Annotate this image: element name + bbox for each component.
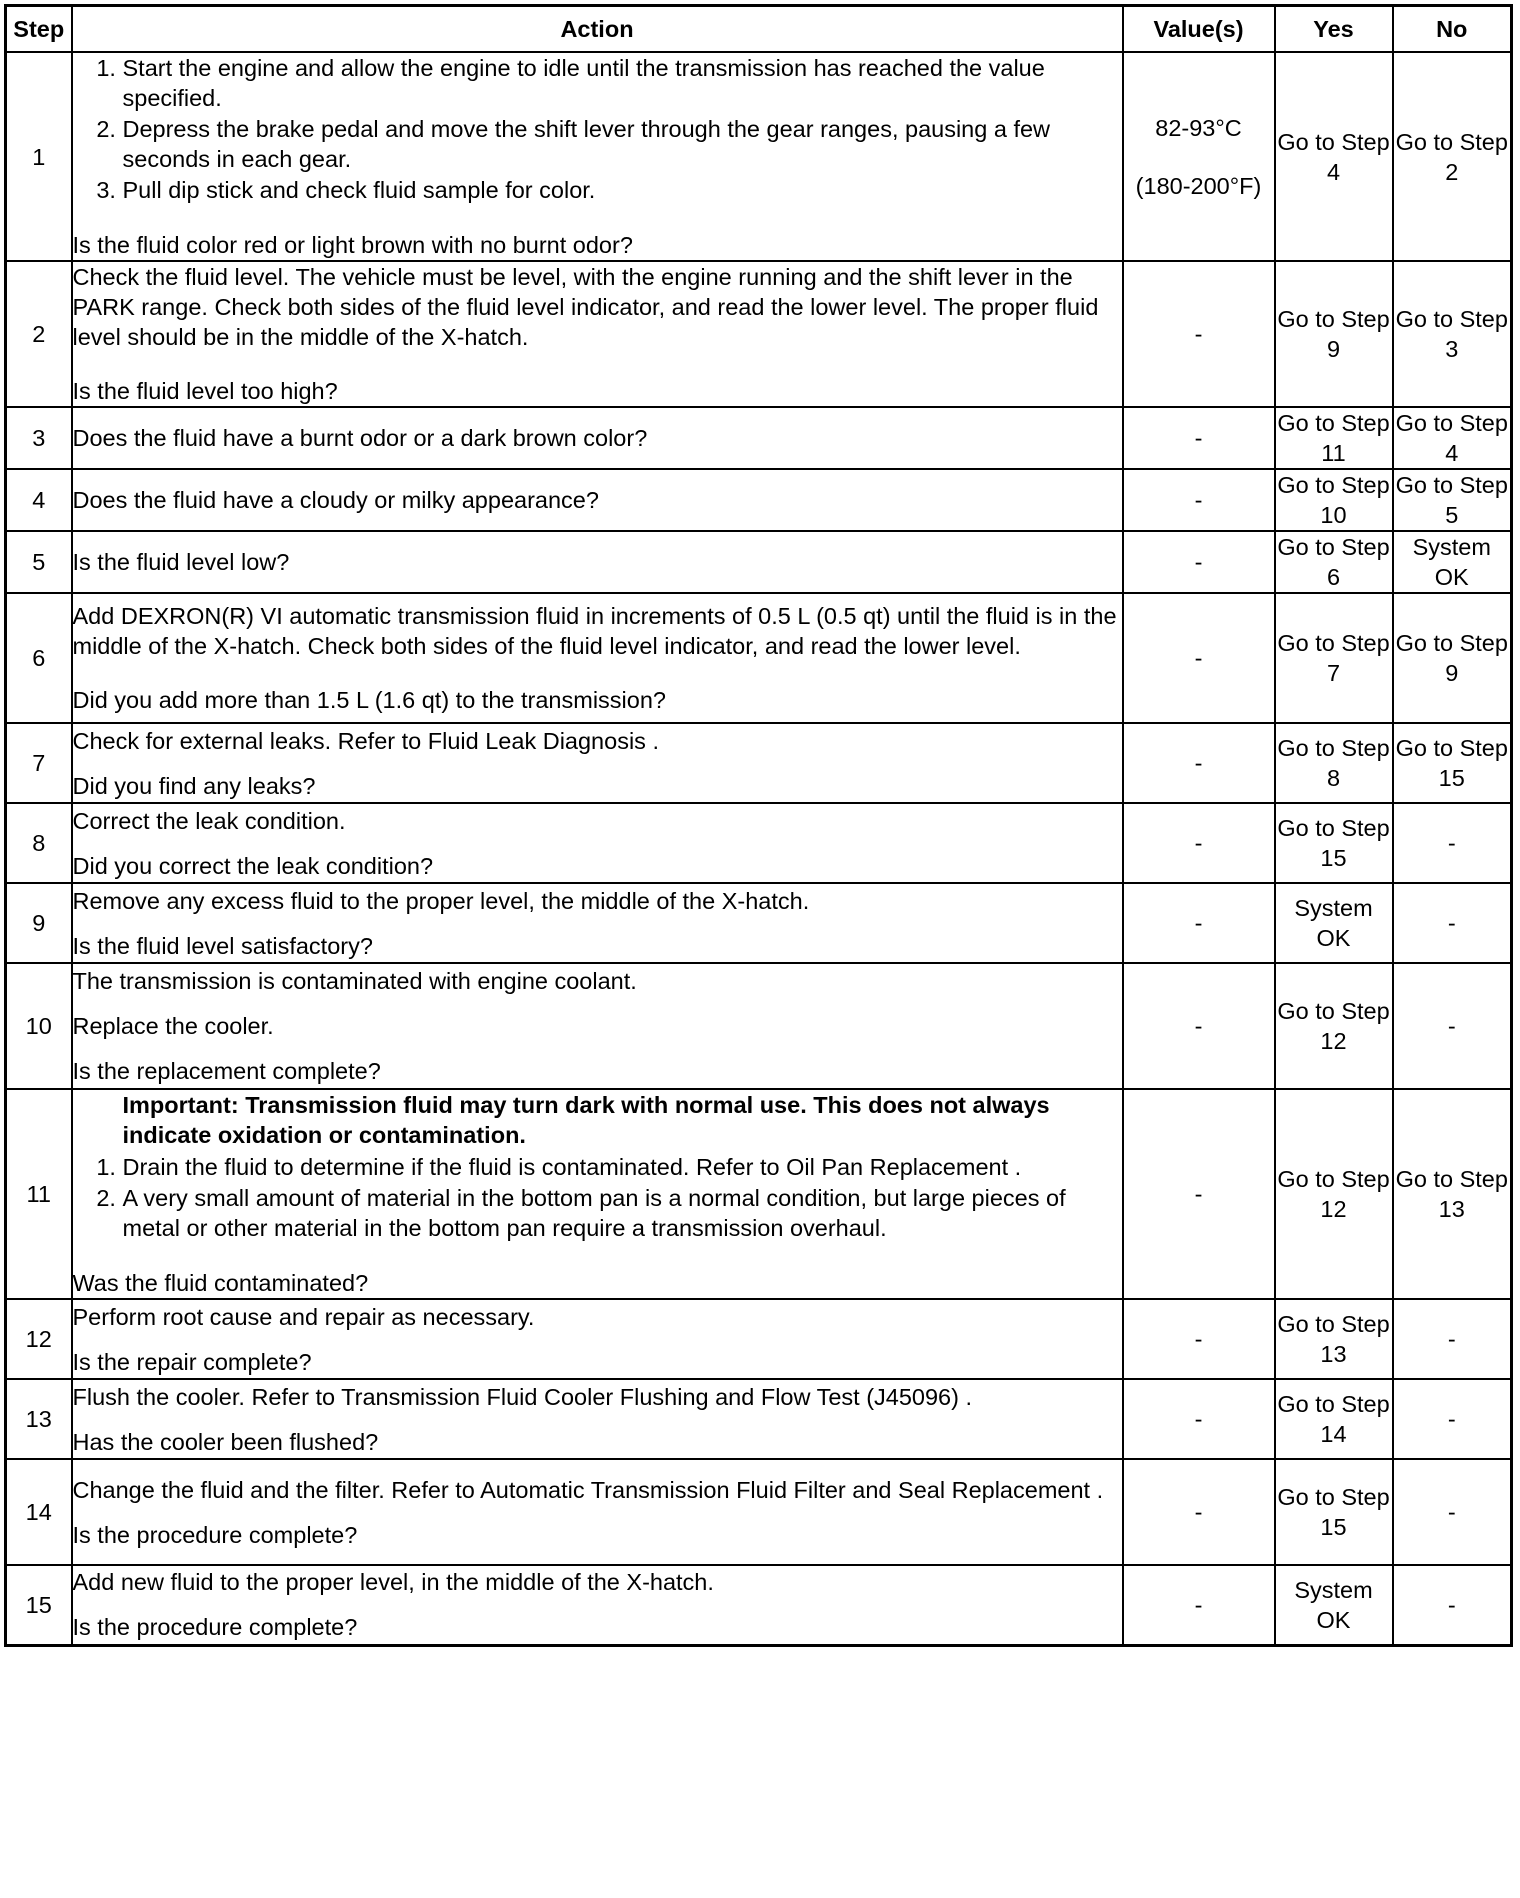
question-text: Is the fluid level too high? [72, 378, 338, 404]
table-row [6, 1379, 1512, 1459]
action-text: Check the fluid level. The vehicle must be level, with the engine running and the shift lever in the PARK range. Check both sides of the fluid level indicator, and read the lower level. The proper fluid level should be in the middle of the X-hatch. [72, 264, 1099, 350]
value-cell [1123, 52, 1275, 261]
action-cell [72, 1565, 1123, 1645]
header-values: Value(s) [1123, 6, 1275, 53]
value-cell: - [1123, 469, 1275, 531]
no-link[interactable]: Go to Step 9 [1393, 593, 1512, 723]
no-value: - [1393, 803, 1512, 883]
action-cell [72, 52, 1123, 261]
value-cell: - [1123, 963, 1275, 1089]
table-row [6, 1459, 1512, 1565]
question-text: Has the cooler been flushed? [72, 1428, 379, 1455]
table-row [6, 963, 1512, 1089]
yes-result: System OK [1275, 1565, 1393, 1645]
step-number: 15 [6, 1565, 72, 1645]
value-cell: - [1123, 1459, 1275, 1565]
question-text: Does the fluid have a cloudy or milky appearance? [72, 487, 599, 513]
action-cell [72, 1459, 1123, 1565]
action-text: Check for external leaks. Refer to Fluid Leak Diagnosis . [72, 727, 659, 754]
value-cell: - [1123, 261, 1275, 407]
action-text: Correct the leak condition. [72, 807, 346, 834]
action-cell [72, 883, 1123, 963]
table-row [6, 1089, 1512, 1299]
yes-link[interactable]: Go to Step 15 [1275, 803, 1393, 883]
no-link[interactable]: Go to Step 13 [1393, 1089, 1512, 1299]
action-cell [72, 531, 1123, 593]
important-note: Important: Transmission fluid may turn dark with normal use. This does not always indicate oxidation or contamination. [122, 1092, 1050, 1148]
action-cell [72, 963, 1123, 1089]
value-cell: - [1123, 531, 1275, 593]
action-cell [72, 1299, 1123, 1379]
table-row [6, 723, 1512, 803]
step-number: 7 [6, 723, 72, 803]
action-text: Perform root cause and repair as necessary. [72, 1303, 535, 1330]
no-link[interactable]: Go to Step 15 [1393, 723, 1512, 803]
no-link[interactable]: Go to Step 3 [1393, 261, 1512, 407]
question-text: Is the fluid level low? [72, 549, 290, 575]
table-row [6, 261, 1512, 407]
list-item: 1. Drain the fluid to determine if the fluid is contaminated. Refer to Oil Pan Replacement . [123, 1152, 1122, 1182]
no-link[interactable]: Go to Step 4 [1393, 407, 1512, 469]
no-value: - [1393, 883, 1512, 963]
step-number: 10 [6, 963, 72, 1089]
question-text: Does the fluid have a burnt odor or a dark brown color? [72, 425, 648, 451]
no-value: - [1393, 1379, 1512, 1459]
question-text: Did you find any leaks? [72, 772, 316, 799]
question-text: Is the fluid level satisfactory? [72, 932, 373, 959]
yes-link[interactable]: Go to Step 11 [1275, 407, 1393, 469]
no-value: - [1393, 963, 1512, 1089]
step-number: 1 [6, 52, 72, 261]
step-number: 12 [6, 1299, 72, 1379]
step-number: 8 [6, 803, 72, 883]
step-number: 11 [6, 1089, 72, 1299]
instruction-list [73, 1152, 1122, 1243]
table-row [6, 407, 1512, 469]
value-cell: - [1123, 1379, 1275, 1459]
action-cell [72, 261, 1123, 407]
question-text: Was the fluid contaminated? [72, 1270, 369, 1296]
no-value: - [1393, 1565, 1512, 1645]
list-item: 1. Start the engine and allow the engine to idle until the transmission has reached the value specified. [123, 53, 1122, 113]
action-cell [72, 407, 1123, 469]
question-text: Is the procedure complete? [72, 1614, 358, 1641]
question-text: Is the procedure complete? [72, 1521, 358, 1548]
yes-link[interactable]: Go to Step 13 [1275, 1299, 1393, 1379]
value-cell: - [1123, 1089, 1275, 1299]
step-number: 14 [6, 1459, 72, 1565]
value-cell: - [1123, 1565, 1275, 1645]
action-cell [72, 803, 1123, 883]
diagnostic-table-sheet [4, 4, 1510, 1647]
header-no: No [1393, 6, 1512, 53]
yes-link[interactable]: Go to Step 6 [1275, 531, 1393, 593]
action-cell [72, 1379, 1123, 1459]
action-text: The transmission is contaminated with engine coolant. [72, 968, 637, 994]
step-number: 6 [6, 593, 72, 723]
action-text: Remove any excess fluid to the proper level, the middle of the X-hatch. [72, 887, 810, 914]
action-cell [72, 723, 1123, 803]
value-celsius: 82-93°C [1155, 114, 1242, 141]
yes-link[interactable]: Go to Step 7 [1275, 593, 1393, 723]
yes-link[interactable]: Go to Step 12 [1275, 963, 1393, 1089]
step-number: 13 [6, 1379, 72, 1459]
table-row [6, 1299, 1512, 1379]
action-text: Add new fluid to the proper level, in the middle of the X-hatch. [72, 1569, 714, 1596]
step-number: 5 [6, 531, 72, 593]
value-cell: - [1123, 593, 1275, 723]
value-cell: - [1123, 723, 1275, 803]
no-value: - [1393, 1299, 1512, 1379]
step-number: 3 [6, 407, 72, 469]
step-number: 9 [6, 883, 72, 963]
no-link[interactable]: Go to Step 5 [1393, 469, 1512, 531]
list-item: 3. Pull dip stick and check fluid sample for color. [123, 175, 1122, 205]
step-number: 4 [6, 469, 72, 531]
action-text: Change the fluid and the filter. Refer to Automatic Transmission Fluid Filter and Seal Replacement . [72, 1476, 1104, 1503]
yes-link[interactable]: Go to Step 15 [1275, 1459, 1393, 1565]
no-link[interactable]: Go to Step 2 [1393, 52, 1512, 261]
action-text-2: Replace the cooler. [72, 1013, 274, 1039]
yes-link[interactable]: Go to Step 14 [1275, 1379, 1393, 1459]
header-yes: Yes [1275, 6, 1393, 53]
value-cell: - [1123, 407, 1275, 469]
table-header-row [6, 6, 1512, 53]
question-text: Is the repair complete? [72, 1348, 312, 1375]
list-item: 2. Depress the brake pedal and move the shift lever through the gear ranges, pausing a few seconds in each gear. [123, 114, 1122, 174]
question-text: Did you correct the leak condition? [72, 852, 434, 879]
table-row [6, 803, 1512, 883]
instruction-list [73, 53, 1122, 205]
yes-result: System OK [1275, 883, 1393, 963]
no-link[interactable]: System OK [1393, 531, 1512, 593]
table-row [6, 883, 1512, 963]
yes-link[interactable]: Go to Step 10 [1275, 469, 1393, 531]
table-row [6, 469, 1512, 531]
question-text: Is the replacement complete? [72, 1058, 381, 1084]
yes-link[interactable]: Go to Step 8 [1275, 723, 1393, 803]
question-text: Is the fluid color red or light brown with no burnt odor? [72, 232, 633, 258]
action-text: Add DEXRON(R) VI automatic transmission fluid in increments of 0.5 L (0.5 qt) until the fluid is in the middle of the X-hatch. Check both sides of the fluid level indicator, and read the lower level. [72, 603, 1117, 659]
header-step: Step [6, 6, 72, 53]
header-action: Action [72, 6, 1123, 53]
yes-link[interactable]: Go to Step 9 [1275, 261, 1393, 407]
table-row [6, 1565, 1512, 1645]
value-cell: - [1123, 883, 1275, 963]
action-cell [72, 593, 1123, 723]
value-cell: - [1123, 1299, 1275, 1379]
step-number: 2 [6, 261, 72, 407]
table-row [6, 593, 1512, 723]
action-cell [72, 1089, 1123, 1299]
value-fahrenheit: (180-200°F) [1135, 172, 1262, 199]
action-text: Flush the cooler. Refer to Transmission Fluid Cooler Flushing and Flow Test (J45096) . [72, 1383, 973, 1410]
table-row [6, 52, 1512, 261]
question-text: Did you add more than 1.5 L (1.6 qt) to the transmission? [72, 687, 666, 713]
action-cell [72, 469, 1123, 531]
yes-link[interactable]: Go to Step 12 [1275, 1089, 1393, 1299]
yes-link[interactable]: Go to Step 4 [1275, 52, 1393, 261]
no-value: - [1393, 1459, 1512, 1565]
value-cell: - [1123, 803, 1275, 883]
table-row [6, 531, 1512, 593]
diagnostic-table [4, 4, 1513, 1647]
list-item: 2. A very small amount of material in the bottom pan is a normal condition, but large pieces of metal or other material in the bottom pan require a transmission overhaul. [123, 1183, 1122, 1243]
